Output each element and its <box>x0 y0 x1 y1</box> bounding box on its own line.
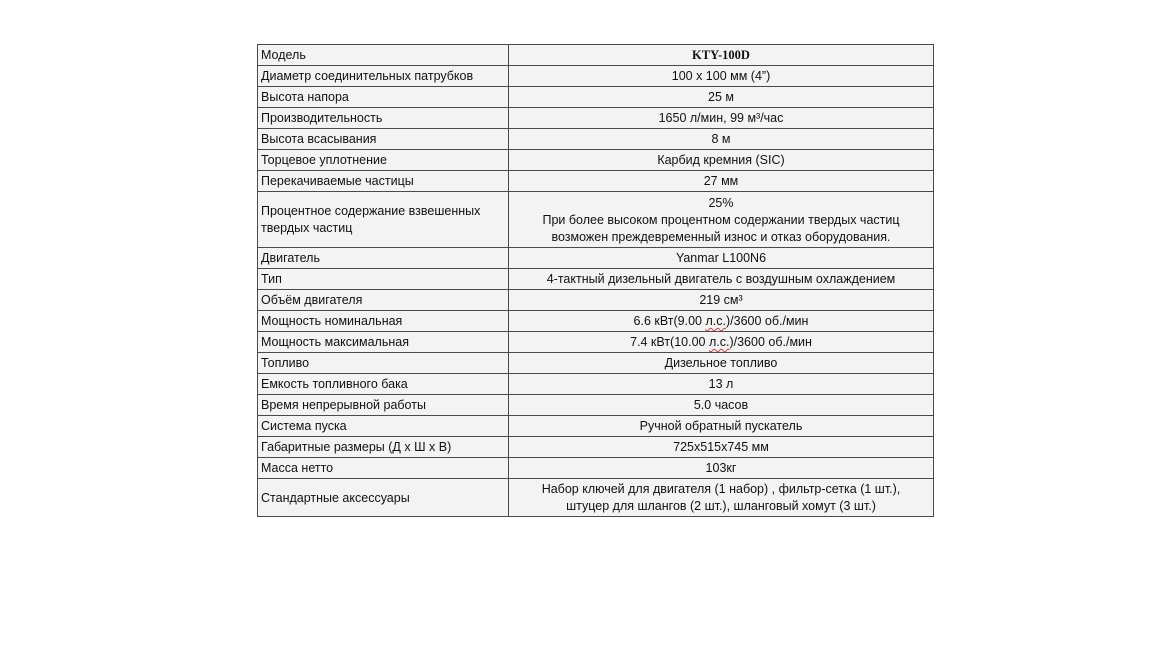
spec-label: Перекачиваемые частицы <box>258 171 509 192</box>
spec-value: 25 м <box>509 87 934 108</box>
spec-value: Дизельное топливо <box>509 353 934 374</box>
spec-value-line: При более высоком процентном содержании твердых частиц <box>542 212 900 227</box>
spec-value-part: 7.4 кВт(10.00 <box>630 335 709 349</box>
spec-value: 1650 л/мин, 99 м³/час <box>509 108 934 129</box>
spec-value <box>509 332 934 353</box>
spec-value-part: )/3600 об./мин <box>725 314 809 328</box>
spec-value-part: )/3600 об./мин <box>729 335 812 349</box>
spec-value <box>509 311 934 332</box>
spec-label: Емкость топливного бака <box>258 374 509 395</box>
spec-label: Процентное содержание взвешенных твердых частиц <box>258 192 509 248</box>
spec-label: Время непрерывной работы <box>258 395 509 416</box>
spec-label: Торцевое уплотнение <box>258 150 509 171</box>
spec-value: Карбид кремния (SIC) <box>509 150 934 171</box>
spec-value: 219 см³ <box>509 290 934 311</box>
spec-value: 725х515х745 мм <box>509 437 934 458</box>
spec-label: Мощность максимальная <box>258 332 509 353</box>
spec-value-line: Набор ключей для двигателя (1 набор) , фильтр-сетка (1 шт.), <box>541 482 901 496</box>
table-row <box>258 171 934 192</box>
table-row <box>258 269 934 290</box>
spec-value <box>509 479 934 517</box>
spec-label: Производительность <box>258 108 509 129</box>
table-row <box>258 374 934 395</box>
spec-label: Диаметр соединительных патрубков <box>258 66 509 87</box>
table-row <box>258 332 934 353</box>
spec-label: Высота всасывания <box>258 129 509 150</box>
table-row <box>258 458 934 479</box>
spec-label: Габаритные размеры (Д х Ш х В) <box>258 437 509 458</box>
spec-value: KTY-100D <box>509 45 934 66</box>
spec-label: Мощность номинальная <box>258 311 509 332</box>
table-row <box>258 108 934 129</box>
spec-value: 5.0 часов <box>509 395 934 416</box>
spec-value: 8 м <box>509 129 934 150</box>
table-row <box>258 248 934 269</box>
table-row <box>258 192 934 248</box>
table-row <box>258 353 934 374</box>
table-row <box>258 311 934 332</box>
spec-value: Yanmar L100N6 <box>509 248 934 269</box>
table-row <box>258 150 934 171</box>
table-row <box>258 416 934 437</box>
table-row <box>258 395 934 416</box>
spec-value-part: л.с. <box>708 335 730 349</box>
table-row <box>258 290 934 311</box>
spec-label: Высота напора <box>258 87 509 108</box>
table-row <box>258 437 934 458</box>
spec-value-line: 25% <box>708 195 734 210</box>
table-row <box>258 87 934 108</box>
spec-value: 4-тактный дизельный двигатель с воздушным охлаждением <box>509 269 934 290</box>
spec-value: 27 мм <box>509 171 934 192</box>
spec-value: 103кг <box>509 458 934 479</box>
table-row <box>258 45 934 66</box>
spec-label: Стандартные аксессуары <box>258 479 509 517</box>
spec-value-line: возможен преждевременный износ и отказ оборудования. <box>551 229 891 244</box>
spec-value: 100 x 100 мм (4”) <box>509 66 934 87</box>
spec-label: Система пуска <box>258 416 509 437</box>
spec-label: Объём двигателя <box>258 290 509 311</box>
spec-label: Масса нетто <box>258 458 509 479</box>
spec-value-part: 6.6 кВт(9.00 <box>633 314 706 328</box>
table-row <box>258 129 934 150</box>
spec-label: Тип <box>258 269 509 290</box>
spec-value-line: штуцер для шлангов (2 шт.), шланговый хомут (3 шт.) <box>566 499 876 513</box>
table-row <box>258 479 934 517</box>
spec-value <box>509 192 934 248</box>
spec-label: Двигатель <box>258 248 509 269</box>
spec-table <box>257 44 934 517</box>
table-row <box>258 66 934 87</box>
spec-label: Топливо <box>258 353 509 374</box>
spec-value: 13 л <box>509 374 934 395</box>
spec-value: Ручной обратный пускатель <box>509 416 934 437</box>
spec-label: Модель <box>258 45 509 66</box>
spec-value-part: л.с. <box>705 314 726 328</box>
